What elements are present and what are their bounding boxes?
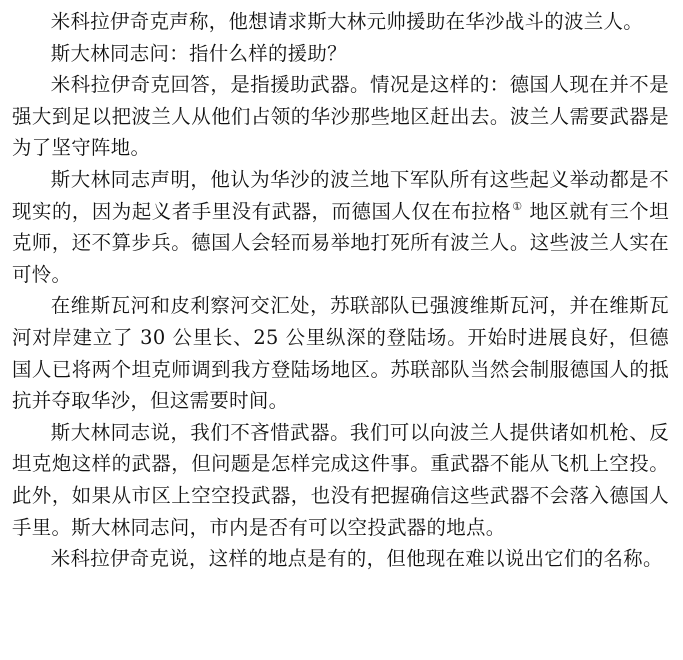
paragraph-6: 斯大林同志说，我们不吝惜武器。我们可以向波兰人提供诸如机枪、反坦克炮这样的武器，但问题是怎样完成这件事。重武器不能从飞机上空投。此外，如果从市区上空空投武器，也没有把握确信这些武器不会落入德国人手里。斯大林同志问，市内是否有可以空投武器的地点。 [12,420,669,539]
paragraph-4 [12,164,669,290]
paragraph-4-text-after: 地区就有三个坦克师，还不算步兵。德国人会轻而易举地打死所有波兰人。这些波兰人实在可怜。 [12,199,670,286]
paragraph-2: 斯大林同志问：指什么样的援助？ [50,41,347,65]
paragraph-5: 在维斯瓦河和皮利察河交汇处，苏联部队已强渡维斯瓦河，并在维斯瓦河对岸建立了 30 公里长、25 公里纵深的登陆场。开始时进展良好，但德国人已将两个坦克师调到我方登陆场地区。苏联部队当然会制服德国人的抵抗并夺取华沙，但这需要时间。 [12,294,669,413]
paragraph-4-text-before: 斯大林同志声明，他认为华沙的波兰地下军队所有这些起义举动都是不现实的，因为起义者手里没有武器，而德国人仅在布拉格 [12,167,669,223]
paragraph-7: 米科拉伊奇克说，这样的地点是有的，但他现在难以说出它们的名称。 [50,547,663,571]
paragraph-3: 米科拉伊奇克回答，是指援助武器。情况是这样的：德国人现在并不是强大到足以把波兰人从他们占领的华沙那些地区赶出去。波兰人需要武器是为了坚守阵地。 [12,73,669,160]
paragraph-1: 米科拉伊奇克声称，他想请求斯大林元帅援助在华沙战斗的波兰人。 [50,10,644,33]
footnote-marker[interactable]: ① [512,199,523,213]
